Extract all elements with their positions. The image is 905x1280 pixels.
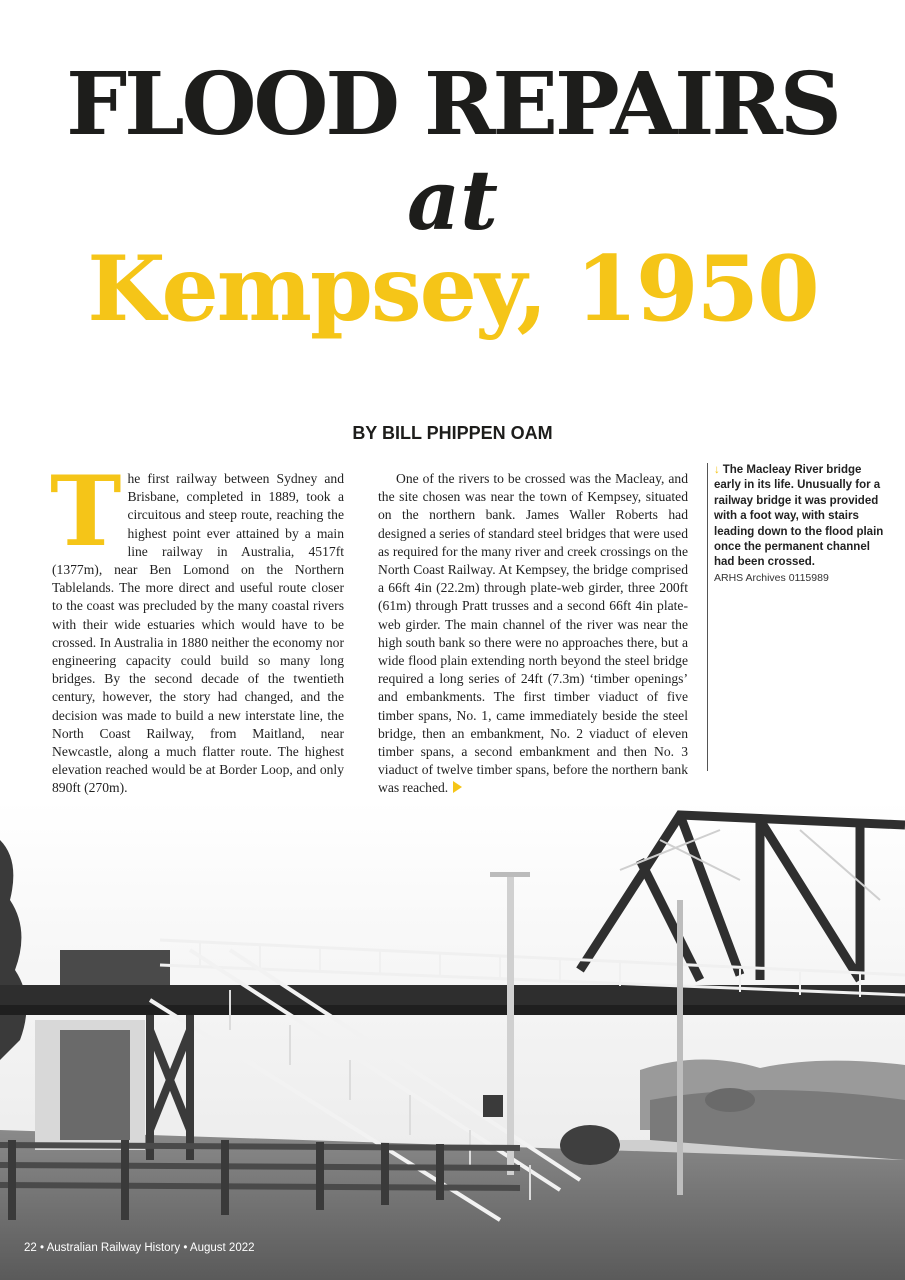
article-column-1 bbox=[50, 455, 344, 798]
page-footer: 22 • Australian Railway History • August 2022 bbox=[24, 1242, 255, 1254]
drop-cap: T bbox=[50, 455, 122, 568]
article-column-2 bbox=[378, 470, 688, 798]
byline: BY BILL PHIPPEN OAM bbox=[352, 423, 553, 443]
column-2-text: One of the rivers to be crossed was the Macleay, and the site chosen was near the town of Kempsey, situated on the northern bank. James Waller Roberts had designed a series of standard steel bridges that were used as required for the many river and creek crossings on the North Coast Railway. At Kempsey, the bridge comprised a 66ft 4in (22.2m) through plate-web girder, three 200ft (61m) through Pratt trusses and a second 66ft 4in plate-web girder. The main channel of the river was near the high south bank so there were no approaches there, but a wide flood plain extending north beyond the steel bridge required a long series of 24ft (7.3m) ‘timber openings’ and embankments. The first timber viaduct of five timber spans, No. 1, came immediately beside the steel bridge, then an embankment, No. 2 viaduct of eleven timber spans, a second embankment and then No. 3 viaduct of twelve timber spans, before the northern bank was reached. bbox=[378, 471, 688, 796]
title-kempsey-1950: Kempsey, 1950 bbox=[87, 236, 818, 342]
column-1-text: he first railway between Sydney and Brisbane, completed in 1889, took a circuitous and steep route, reaching the highest point ever attained by a main line railway in Australia, 4517ft (1377m), near Ben Lomond on the Northern Tablelands. The more direct and useful route closer to the coast was precluded by the many coastal rivers with their wide estuaries which would have to be crossed. In Australia in 1880 neither the economy nor engineering capacity could build so many long bridges. By the second decade of the twentieth century, however, the story had changed, and the decision was made to build a new interstate line, the North Coast Railway, from Maitland, near Newcastle, along a much flatter route. The highest elevation reached would be at Border Loop, and only 890ft (270m). bbox=[52, 471, 344, 796]
bridge-photograph bbox=[0, 800, 905, 1280]
caption-text: The Macleay River bridge early in its life. Unusually for a railway bridge it was provided with a foot way, with stairs leading down to the flood plain once the permanent channel had been crossed. bbox=[714, 464, 884, 569]
caption-divider bbox=[707, 463, 708, 771]
down-arrow-icon: ↓ bbox=[714, 464, 720, 476]
photo-caption bbox=[714, 463, 886, 586]
photo-credit: ARHS Archives 0115989 bbox=[714, 571, 829, 584]
title-at: at bbox=[406, 153, 498, 249]
title-flood-repairs: FLOOD REPAIRS bbox=[66, 54, 839, 155]
continue-arrow-icon bbox=[453, 781, 462, 793]
